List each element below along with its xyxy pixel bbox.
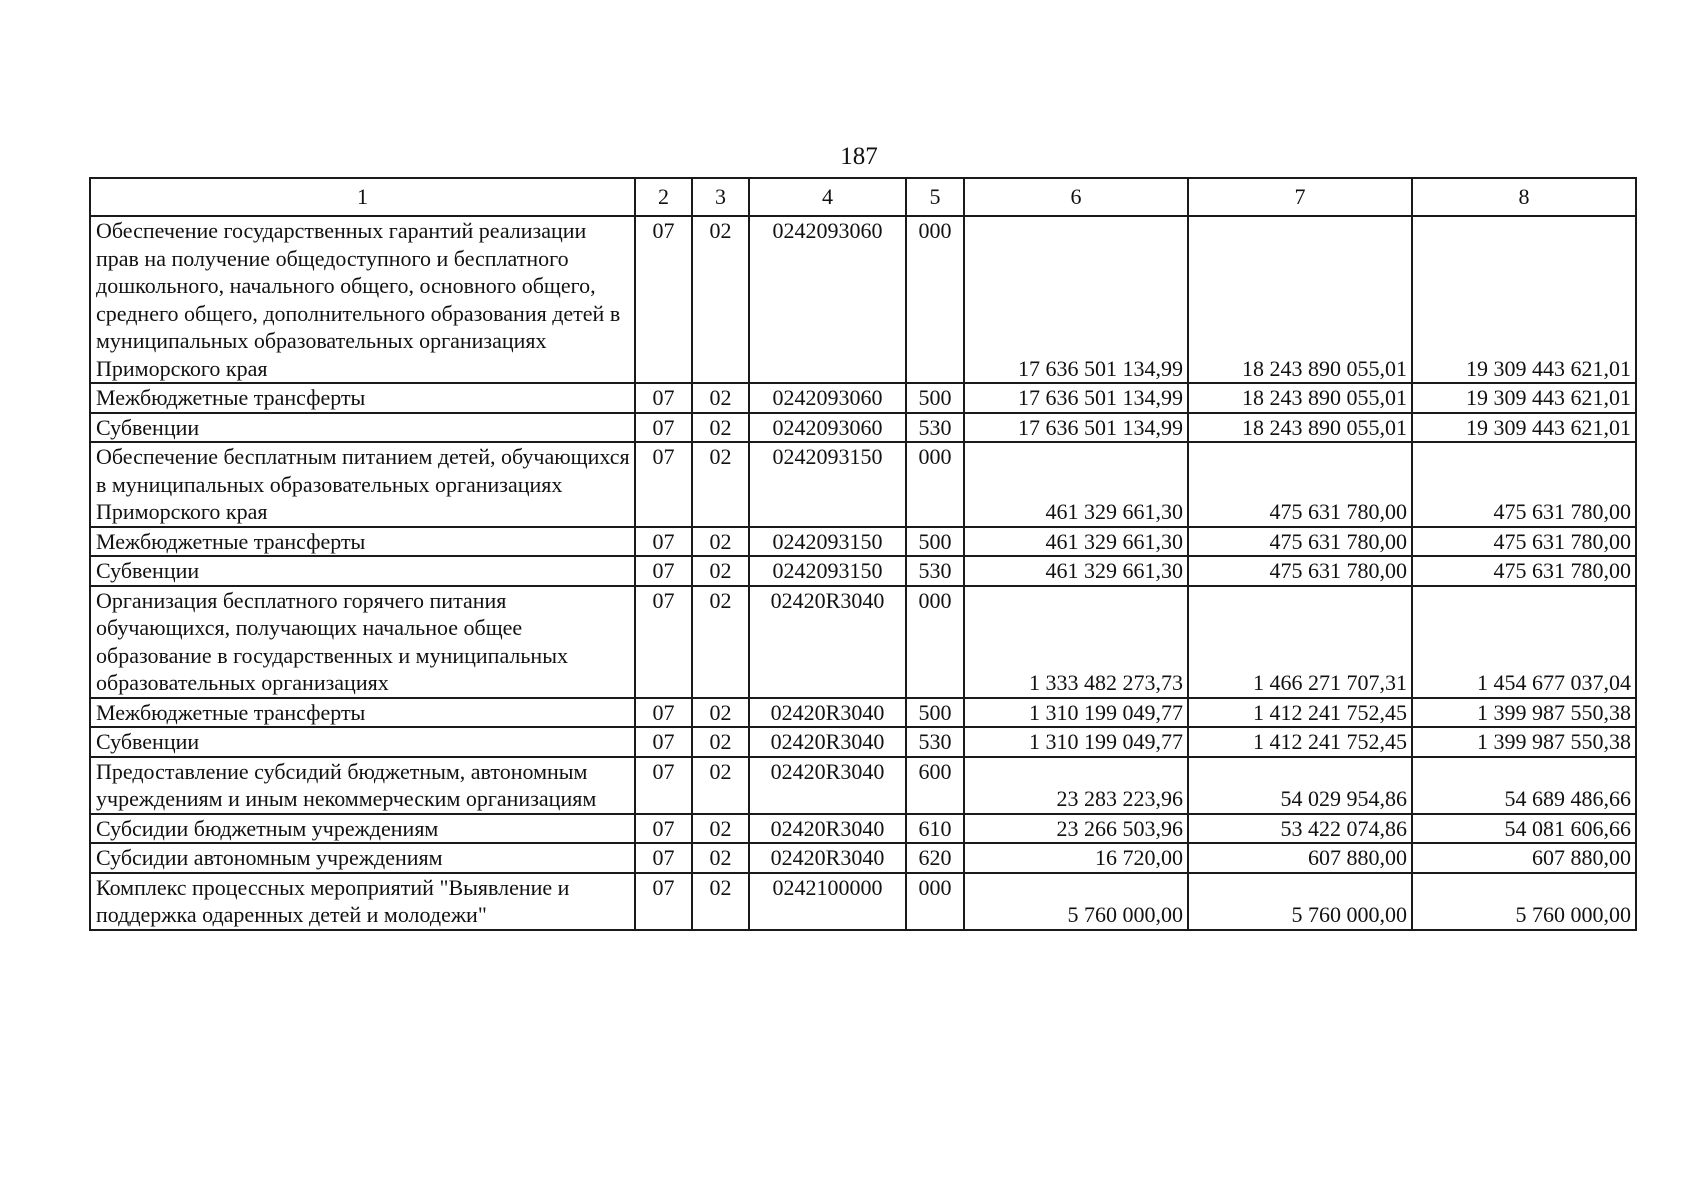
amount-year2-cell: 475 631 780,00	[1188, 442, 1412, 527]
target-article-cell: 02420R3040	[749, 757, 906, 814]
amount-year2-cell: 18 243 890 055,01	[1188, 383, 1412, 413]
amount-year3-cell: 19 309 443 621,01	[1412, 383, 1636, 413]
column-header: 4	[749, 178, 906, 216]
column-header: 2	[635, 178, 692, 216]
amount-year2-cell: 5 760 000,00	[1188, 873, 1412, 930]
amount-year3-cell: 54 081 606,66	[1412, 814, 1636, 844]
table-row	[90, 527, 1636, 557]
target-article-cell: 0242093150	[749, 527, 906, 557]
subsection-code-cell: 02	[692, 216, 749, 383]
row-name-cell: Комплекс процессных мероприятий "Выявление и поддержка одаренных детей и молодежи"	[90, 873, 635, 930]
subsection-code-cell: 02	[692, 527, 749, 557]
subsection-code-cell: 02	[692, 727, 749, 757]
amount-year2-cell: 54 029 954,86	[1188, 757, 1412, 814]
amount-year1-cell: 1 310 199 049,77	[964, 727, 1188, 757]
expense-type-cell: 600	[906, 757, 964, 814]
subsection-code-cell: 02	[692, 843, 749, 873]
target-article-cell: 02420R3040	[749, 814, 906, 844]
expense-type-cell: 000	[906, 586, 964, 698]
expense-type-cell: 000	[906, 216, 964, 383]
section-code-cell: 07	[635, 413, 692, 443]
table-row	[90, 442, 1636, 527]
section-code-cell: 07	[635, 727, 692, 757]
amount-year2-cell: 18 243 890 055,01	[1188, 216, 1412, 383]
row-name-cell: Субвенции	[90, 727, 635, 757]
subsection-code-cell: 02	[692, 586, 749, 698]
amount-year1-cell: 1 333 482 273,73	[964, 586, 1188, 698]
amount-year1-cell: 17 636 501 134,99	[964, 383, 1188, 413]
section-code-cell: 07	[635, 757, 692, 814]
amount-year3-cell: 475 631 780,00	[1412, 442, 1636, 527]
expense-type-cell: 530	[906, 727, 964, 757]
target-article-cell: 02420R3040	[749, 698, 906, 728]
column-header: 6	[964, 178, 1188, 216]
amount-year3-cell: 1 454 677 037,04	[1412, 586, 1636, 698]
table-header-row	[90, 178, 1636, 216]
amount-year2-cell: 607 880,00	[1188, 843, 1412, 873]
target-article-cell: 02420R3040	[749, 727, 906, 757]
table-row	[90, 556, 1636, 586]
table-row	[90, 843, 1636, 873]
row-name-cell: Субсидии бюджетным учреждениям	[90, 814, 635, 844]
amount-year2-cell: 475 631 780,00	[1188, 527, 1412, 557]
amount-year3-cell: 1 399 987 550,38	[1412, 698, 1636, 728]
amount-year2-cell: 1 412 241 752,45	[1188, 698, 1412, 728]
amount-year3-cell: 1 399 987 550,38	[1412, 727, 1636, 757]
amount-year3-cell: 475 631 780,00	[1412, 527, 1636, 557]
amount-year1-cell: 17 636 501 134,99	[964, 413, 1188, 443]
row-name-cell: Межбюджетные трансферты	[90, 698, 635, 728]
table-row	[90, 873, 1636, 930]
row-name-cell: Субсидии автономным учреждениям	[90, 843, 635, 873]
amount-year2-cell: 18 243 890 055,01	[1188, 413, 1412, 443]
amount-year2-cell: 1 466 271 707,31	[1188, 586, 1412, 698]
subsection-code-cell: 02	[692, 442, 749, 527]
section-code-cell: 07	[635, 556, 692, 586]
section-code-cell: 07	[635, 527, 692, 557]
row-name-cell: Организация бесплатного горячего питания обучающихся, получающих начальное общее образование в государственных и муниципальных образовательных организациях	[90, 586, 635, 698]
amount-year1-cell: 23 266 503,96	[964, 814, 1188, 844]
column-header: 7	[1188, 178, 1412, 216]
amount-year1-cell: 1 310 199 049,77	[964, 698, 1188, 728]
expense-type-cell: 000	[906, 442, 964, 527]
amount-year3-cell: 19 309 443 621,01	[1412, 413, 1636, 443]
target-article-cell: 0242093150	[749, 442, 906, 527]
expense-type-cell: 530	[906, 413, 964, 443]
amount-year1-cell: 461 329 661,30	[964, 527, 1188, 557]
page-number: 187	[840, 143, 878, 170]
amount-year1-cell: 461 329 661,30	[964, 556, 1188, 586]
expense-type-cell: 500	[906, 383, 964, 413]
column-header: 5	[906, 178, 964, 216]
section-code-cell: 07	[635, 698, 692, 728]
row-name-cell: Субвенции	[90, 413, 635, 443]
expense-type-cell: 000	[906, 873, 964, 930]
amount-year2-cell: 1 412 241 752,45	[1188, 727, 1412, 757]
target-article-cell: 0242093060	[749, 216, 906, 383]
budget-table	[89, 177, 1637, 931]
subsection-code-cell: 02	[692, 698, 749, 728]
row-name-cell: Межбюджетные трансферты	[90, 527, 635, 557]
table-row	[90, 757, 1636, 814]
amount-year3-cell: 54 689 486,66	[1412, 757, 1636, 814]
amount-year1-cell: 16 720,00	[964, 843, 1188, 873]
section-code-cell: 07	[635, 586, 692, 698]
subsection-code-cell: 02	[692, 383, 749, 413]
amount-year1-cell: 23 283 223,96	[964, 757, 1188, 814]
target-article-cell: 0242093150	[749, 556, 906, 586]
table-row	[90, 586, 1636, 698]
amount-year1-cell: 17 636 501 134,99	[964, 216, 1188, 383]
amount-year3-cell: 19 309 443 621,01	[1412, 216, 1636, 383]
table-row	[90, 698, 1636, 728]
column-header: 8	[1412, 178, 1636, 216]
row-name-cell: Обеспечение бесплатным питанием детей, обучающихся в муниципальных образовательных организациях Приморского края	[90, 442, 635, 527]
table-row	[90, 383, 1636, 413]
amount-year1-cell: 461 329 661,30	[964, 442, 1188, 527]
column-header: 3	[692, 178, 749, 216]
section-code-cell: 07	[635, 442, 692, 527]
amount-year2-cell: 475 631 780,00	[1188, 556, 1412, 586]
subsection-code-cell: 02	[692, 873, 749, 930]
subsection-code-cell: 02	[692, 814, 749, 844]
section-code-cell: 07	[635, 814, 692, 844]
subsection-code-cell: 02	[692, 556, 749, 586]
target-article-cell: 02420R3040	[749, 586, 906, 698]
row-name-cell: Межбюджетные трансферты	[90, 383, 635, 413]
subsection-code-cell: 02	[692, 757, 749, 814]
subsection-code-cell: 02	[692, 413, 749, 443]
expense-type-cell: 610	[906, 814, 964, 844]
expense-type-cell: 500	[906, 698, 964, 728]
target-article-cell: 0242100000	[749, 873, 906, 930]
amount-year1-cell: 5 760 000,00	[964, 873, 1188, 930]
expense-type-cell: 500	[906, 527, 964, 557]
target-article-cell: 0242093060	[749, 383, 906, 413]
target-article-cell: 0242093060	[749, 413, 906, 443]
amount-year2-cell: 53 422 074,86	[1188, 814, 1412, 844]
row-name-cell: Обеспечение государственных гарантий реализации прав на получение общедоступного и бесплатного дошкольного, начального общего, основного общего, среднего общего, дополнительного образования детей в муниципальных образовательных организациях Приморского края	[90, 216, 635, 383]
amount-year3-cell: 5 760 000,00	[1412, 873, 1636, 930]
table-row	[90, 216, 1636, 383]
amount-year3-cell: 475 631 780,00	[1412, 556, 1636, 586]
section-code-cell: 07	[635, 843, 692, 873]
row-name-cell: Предоставление субсидий бюджетным, автономным учреждениям и иным некоммерческим организациям	[90, 757, 635, 814]
column-header: 1	[90, 178, 635, 216]
table-row	[90, 727, 1636, 757]
expense-type-cell: 530	[906, 556, 964, 586]
row-name-cell: Субвенции	[90, 556, 635, 586]
table-row	[90, 814, 1636, 844]
expense-type-cell: 620	[906, 843, 964, 873]
target-article-cell: 02420R3040	[749, 843, 906, 873]
section-code-cell: 07	[635, 383, 692, 413]
section-code-cell: 07	[635, 216, 692, 383]
amount-year3-cell: 607 880,00	[1412, 843, 1636, 873]
section-code-cell: 07	[635, 873, 692, 930]
table-row	[90, 413, 1636, 443]
